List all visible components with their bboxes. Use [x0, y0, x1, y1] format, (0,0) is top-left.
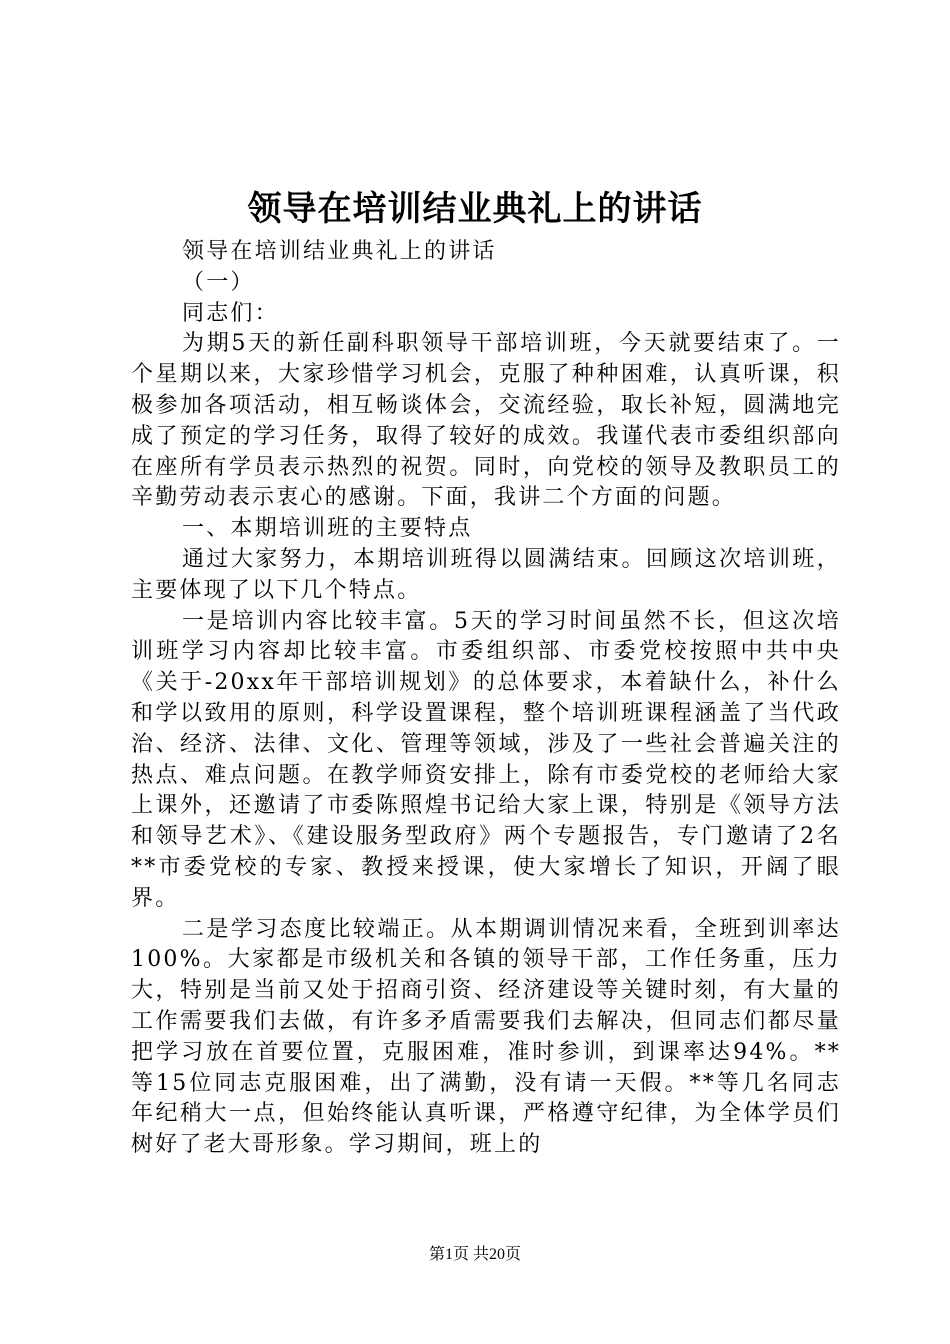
section-heading: 一、本期培训班的主要特点 [182, 516, 473, 542]
page-title: 领导在培训结业典礼上的讲话 [247, 189, 703, 229]
paragraph-salutation: 同志们： [182, 300, 279, 326]
paragraph: 一是培训内容比较丰富。5天的学习时间虽然不长，但这次培训班学习内容却比较丰富。市委组织部、市委党校按照中共中央《关于-20xx年干部培训规划》的总体要求，本着缺什么，补什么和学以致用的原则，科学设置课程，整个培训班课程涵盖了当代政治、经济、法律、文化、管理等领域，涉及了一些社会普遍关注的热点、难点问题。在教学师资安排上，除有市委党校的老师给大家上课外，还邀请了市委陈照煌书记给大家上课，特别是《领导方法和领导艺术》、《建设服务型政府》两个专题报告，专门邀请了2名**市委党校的专家、教授来授课，使大家增长了知识，开阔了眼界。 [131, 608, 841, 911]
page-footer: 第1页 共20页 [428, 1246, 521, 1263]
paragraph-subtitle: 领导在培训结业典礼上的讲话 [182, 239, 497, 264]
paragraph: 二是学习态度比较端正。从本期调训情况来看，全班到训率达100%。大家都是市级机关和各镇的领导干部，工作任务重，压力大，特别是当前又处于招商引资、经济建设等关键时刻，有大量的工作需要我们去做，有许多矛盾需要我们去解决，但同志们都尽量把学习放在首要位置，克服困难，准时参训，到课率达94%。**等15位同志克服困难，出了满勤，没有请一天假。**等几名同志年纪稍大一点，但始终能认真听课，严格遵守纪律，为全体学员们树好了老大哥形象。学习期间，班上的 [131, 916, 841, 1158]
document-body [131, 237, 841, 1161]
paragraph: 为期5天的新任副科职领导干部培训班，今天就要结束了。一个星期以来，大家珍惜学习机会，克服了种种困难，认真听课，积极参加各项活动，相互畅谈体会，交流经验，取长补短，圆满地完成了预定的学习任务，取得了较好的成效。我谨代表市委组织部向在座所有学员表示热烈的祝贺。同时，向党校的领导及教职员工的辛勤劳动表示衷心的感谢。下面，我讲二个方面的问题。 [131, 331, 841, 511]
paragraph-section-number: （一） [182, 269, 255, 295]
paragraph: 通过大家努力，本期培训班得以圆满结束。回顾这次培训班，主要体现了以下几个特点。 [131, 546, 841, 603]
